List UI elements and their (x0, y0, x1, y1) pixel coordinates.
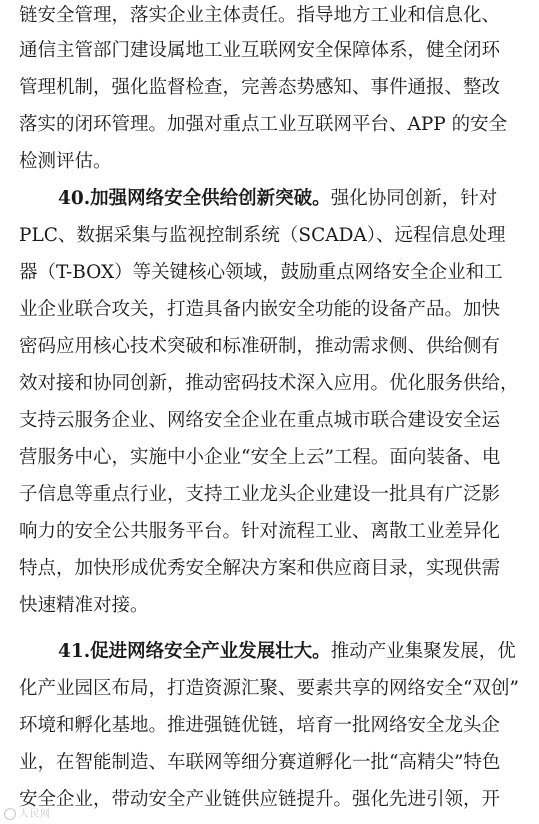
text-line: 特点，加快形成优秀安全解决方案和供应商目录，实现供需 (19, 558, 501, 579)
text-line: 通信主管部门建设属地工业互联网安全保障体系，健全闭环 (19, 40, 501, 61)
section-41-first-line (58, 640, 524, 664)
text-line: PLC、数据采集与监视控制系统（SCADA）、远程信息处理 (19, 225, 506, 246)
text-line: 环境和孵化基地。推进强链优链，培育一批网络安全龙头企 (19, 715, 501, 736)
text-segment: 强化协同创新，针对 (330, 188, 498, 209)
text-line: 安全企业，带动安全产业链供应链提升。强化先进引领，开 (19, 789, 501, 810)
text-line: 业企业联合攻关，打造具备内嵌安全功能的设备产品。加快 (19, 299, 501, 320)
text-line: 子信息等重点行业，支持工业龙头企业建设一批具有广泛影 (19, 484, 501, 505)
text-line: 支持云服务企业、网络安全企业在重点城市联合建设安全运 (19, 410, 501, 431)
text-line: 检测评估。 (19, 151, 112, 172)
text-line: 效对接和协同创新，推动密码技术深入应用。优化服务供给， (19, 373, 519, 394)
section-41-heading: 41.促进网络安全产业发展壮大。 (58, 641, 331, 662)
text-line: 落实的闭环管理。加强对重点工业互联网平台、APP 的安全 (19, 114, 508, 135)
text-line: 链安全管理，落实企业主体责任。指导地方工业和信息化、 (19, 5, 501, 26)
text-line: 业，在智能制造、车联网等细分赛道孵化一批“高精尖”特色 (19, 752, 501, 773)
text-line: 营服务中心，实施中小企业“安全上云”工程。面向装备、电 (19, 447, 501, 468)
text-line: 快速精准对接。 (19, 595, 149, 616)
camera-icon (4, 808, 16, 820)
section-40-heading: 40.加强网络安全供给创新突破。 (58, 188, 331, 209)
text-line: 化产业园区布局，打造资源汇聚、要素共享的网络安全“双创” (19, 678, 519, 699)
section-40-first-line (58, 187, 524, 211)
text-line: 密码应用核心技术突破和标准研制，推动需求侧、供给侧有 (19, 336, 501, 357)
text-line: 器（T-BOX）等关键核心领域，鼓励重点网络安全企业和工 (19, 262, 503, 283)
text-segment: 推动产业集聚发展，优 (330, 641, 516, 662)
text-line: 响力的安全公共服务平台。针对流程工业、离散工业差异化 (19, 521, 501, 542)
watermark (4, 805, 51, 820)
watermark-text: 人民网 (19, 809, 51, 820)
text-line: 管理机制，强化监督检查，完善态势感知、事件通报、整改 (19, 77, 501, 98)
